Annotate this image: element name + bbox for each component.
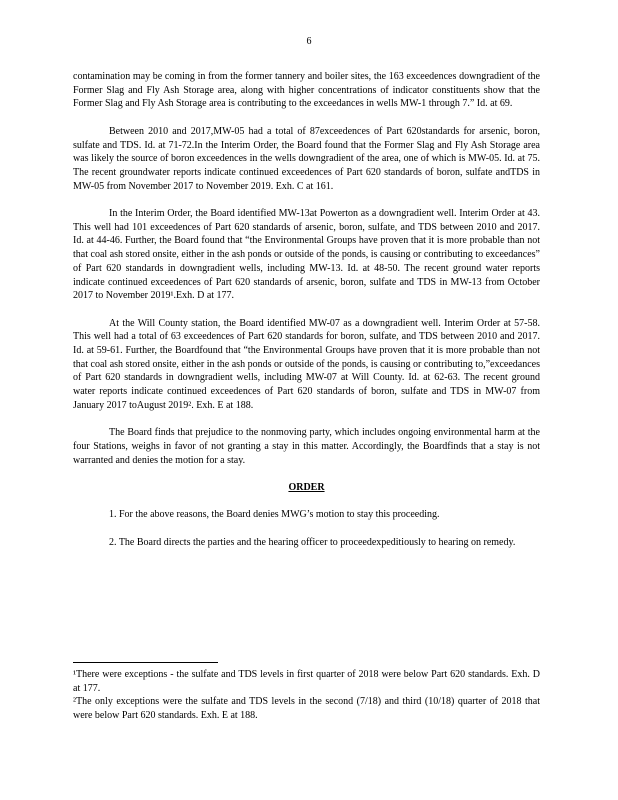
order-item-2: 2. The Board directs the parties and the hearing officer to proceedexpeditiously to hearing on remedy. <box>109 536 516 548</box>
footnotes <box>73 668 540 722</box>
page-number: 6 <box>306 36 312 47</box>
footnote-1: ¹There were exceptions - the sulfate and TDS levels in first quarter of 2018 were below Part 620 standards. Exh. D at 177. <box>73 669 540 694</box>
paragraph-continuation: contamination may be coming in from the former tannery and boiler sites, the 163 exceedences downgradient of the Former Slag and Fly Ash Storage area, along with higher concentrations of indicator constituents show that the Former Slag and Fly Ash Storage area is contributing to the exceedances in wells MW-1 through 7.” Id. at 69. <box>73 71 540 110</box>
footnote-2: ²The only exceptions were the sulfate and TDS levels in the second (7/18) and third (10/18) quarter of 2018 that were below Part 620 standards. Exh. E at 188. <box>73 696 540 721</box>
order-heading: ORDER <box>288 482 325 494</box>
footnote-divider <box>73 662 218 663</box>
order-item-1: 1. For the above reasons, the Board denies MWG’s motion to stay this proceeding. <box>109 509 440 521</box>
paragraph-mw05: Between 2010 and 2017,MW-05 had a total of 87exceedences of Part 620standards for arsenic, boron, sulfate and TDS. Id. at 71-72.In the Interim Order, the Board found that the Former Slag and Fly Ash Storage area was likely the source of boron exceedences in the wells downgradient of the area, one of which is MW-05. Id. at 75. The recent groundwater reports indicate continued exceedences of Part 620 standards of boron, sulfate andTDS in MW-05 from November 2017 to November 2019. Exh. C at 161. <box>73 125 540 192</box>
document-body <box>73 70 540 563</box>
paragraph-mw13-powerton: In the Interim Order, the Board identified MW-13at Powerton as a downgradient well. Interim Order at 43. This well had 101 exceedences of Part 620 standards of arsenic, boron, sulfate, and TDS between 2010 and 2017. Id. at 44-46. Further, the Board found that “the Environmental Groups have proven that it is more probable than not that coal ash stored onsite, either in the ash ponds or outside of the ponds, is causing or contributing to exceedances” of Part 620 standards in downgradient wells, including MW-13. Id. at 48-50. The recent ground water reports indicate continued exceedences of Part 620 standards of arsenic, boron, sulfate and TDS in MW-13 from October 2017 to November 2019¹.Exh. D at 177. <box>73 208 540 302</box>
paragraph-prejudice-finding: The Board finds that prejudice to the nonmoving party, which includes ongoing environmental harm at the four Stations, weighs in favor of not granting a stay in this matter. Accordingly, the Boardfinds that a stay is not warranted and denies the motion for a stay. <box>73 427 540 466</box>
paragraph-mw07-will-county: At the Will County station, the Board identified MW-07 as a downgradient well. Interim Order at 57-58. This well had a total of 63 exceedences of Part 620 standards for boron, sulfate, and TDS between 2010 and 2017. Id. at 59-61. Further, the Boardfound that “the Environmental Groups have proven that it is more probable than not that coal ash stored onsite, either in the ash ponds or outside of the ponds, is causing or contributing to,”exceedances of Part 620 standards in downgradient wells, including MW-07 at Will County. Id. at 62-63. The recent ground water reports indicate continued exceedences of Part 620 standards of boron, sulfate and TDS in MW-07 from January 2017 toAugust 2019². Exh. E at 188. <box>73 317 540 411</box>
